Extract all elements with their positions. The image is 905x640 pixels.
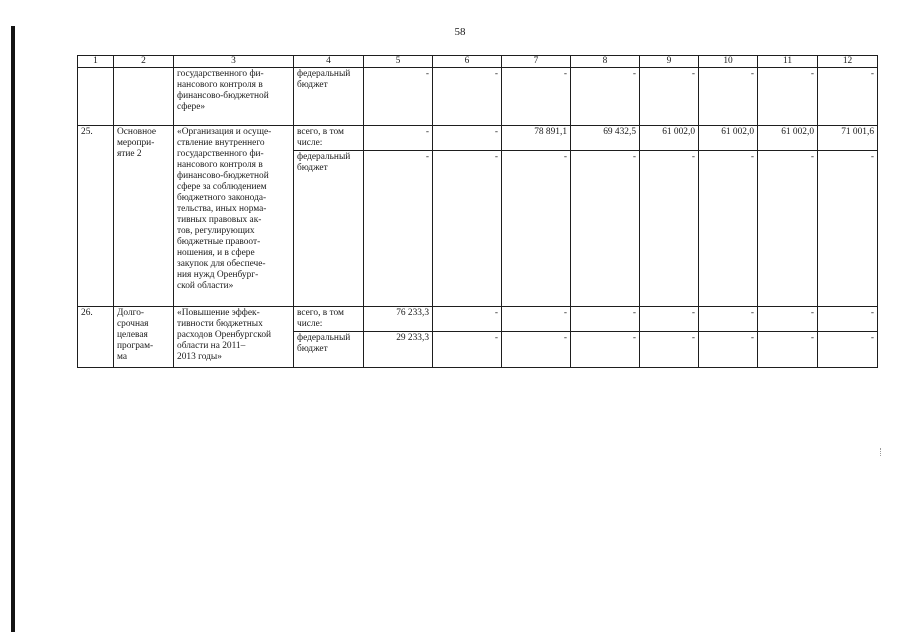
value-cell: - [758, 151, 818, 307]
value-cell: - [699, 307, 758, 332]
value-cell: 71 001,6 [818, 126, 878, 151]
value-cell: - [699, 68, 758, 126]
table-row-25-total [78, 126, 878, 151]
column-header: 12 [818, 56, 878, 68]
value-cell: - [571, 68, 640, 126]
row-name-cell: государственного фи- нансового контроля в финансово-бюджетной сфере» [174, 68, 294, 126]
value-cell: - [433, 126, 502, 151]
column-header: 4 [294, 56, 364, 68]
value-cell: 61 002,0 [699, 126, 758, 151]
column-header: 8 [571, 56, 640, 68]
value-cell: - [433, 332, 502, 368]
value-cell: 78 891,1 [502, 126, 571, 151]
value-cell: - [571, 151, 640, 307]
row-number-cell: 25. [78, 126, 114, 307]
row-type-cell [114, 68, 174, 126]
value-cell: - [433, 307, 502, 332]
column-header: 1 [78, 56, 114, 68]
value-cell: - [433, 68, 502, 126]
value-cell: 61 002,0 [640, 126, 699, 151]
value-cell: - [502, 68, 571, 126]
funding-source-cell: всего, в том числе: [294, 307, 364, 332]
value-cell: - [640, 332, 699, 368]
value-cell: - [502, 332, 571, 368]
scan-speck [880, 448, 883, 456]
scan-left-edge [11, 26, 15, 632]
value-cell: - [699, 332, 758, 368]
row-name-cell: «Повышение эффек- тивности бюджетных расходов Оренбургской области на 2011– 2013 годы» [174, 307, 294, 368]
column-header: 11 [758, 56, 818, 68]
value-cell: - [502, 307, 571, 332]
value-cell: - [640, 307, 699, 332]
value-cell: - [364, 126, 433, 151]
value-cell: 61 002,0 [758, 126, 818, 151]
value-cell: 76 233,3 [364, 307, 433, 332]
budget-table [77, 55, 878, 368]
value-cell: - [758, 68, 818, 126]
table-row-continuation [78, 68, 878, 126]
row-number-cell: 26. [78, 307, 114, 368]
row-number-cell [78, 68, 114, 126]
value-cell: - [758, 307, 818, 332]
value-cell: - [433, 151, 502, 307]
funding-source-cell: всего, в том числе: [294, 126, 364, 151]
column-header: 9 [640, 56, 699, 68]
column-header: 5 [364, 56, 433, 68]
funding-source-cell: федеральный бюджет [294, 68, 364, 126]
value-cell: - [571, 332, 640, 368]
column-header: 3 [174, 56, 294, 68]
row-type-cell: Основное меропри- ятие 2 [114, 126, 174, 307]
value-cell: - [571, 307, 640, 332]
column-number-header [78, 56, 878, 68]
column-header: 10 [699, 56, 758, 68]
row-name-cell: «Организация и осуще- ствление внутреннего государственного фи- нансового контроля в финансово-бюджетной сфере за соблюдением бюджетного законода- тельства, иных норма- тивных правовых ак- тов, регулирующих бюджетные правоот- ношения, и в сфере закупок для обеспече- ния нужд Оренбург- ской области» [174, 126, 294, 307]
value-cell: - [758, 332, 818, 368]
value-cell: - [818, 332, 878, 368]
column-header: 7 [502, 56, 571, 68]
page-number: 58 [454, 26, 466, 38]
value-cell: - [699, 151, 758, 307]
value-cell: - [364, 68, 433, 126]
value-cell: 69 432,5 [571, 126, 640, 151]
column-header: 2 [114, 56, 174, 68]
value-cell: 29 233,3 [364, 332, 433, 368]
funding-source-cell: федеральный бюджет [294, 151, 364, 307]
value-cell: - [502, 151, 571, 307]
funding-source-cell: федеральный бюджет [294, 332, 364, 368]
value-cell: - [640, 68, 699, 126]
table-row-26-total [78, 307, 878, 332]
value-cell: - [364, 151, 433, 307]
column-header: 6 [433, 56, 502, 68]
value-cell: - [818, 307, 878, 332]
value-cell: - [818, 151, 878, 307]
value-cell: - [818, 68, 878, 126]
value-cell: - [640, 151, 699, 307]
row-type-cell: Долго- срочная целевая програм- ма [114, 307, 174, 368]
